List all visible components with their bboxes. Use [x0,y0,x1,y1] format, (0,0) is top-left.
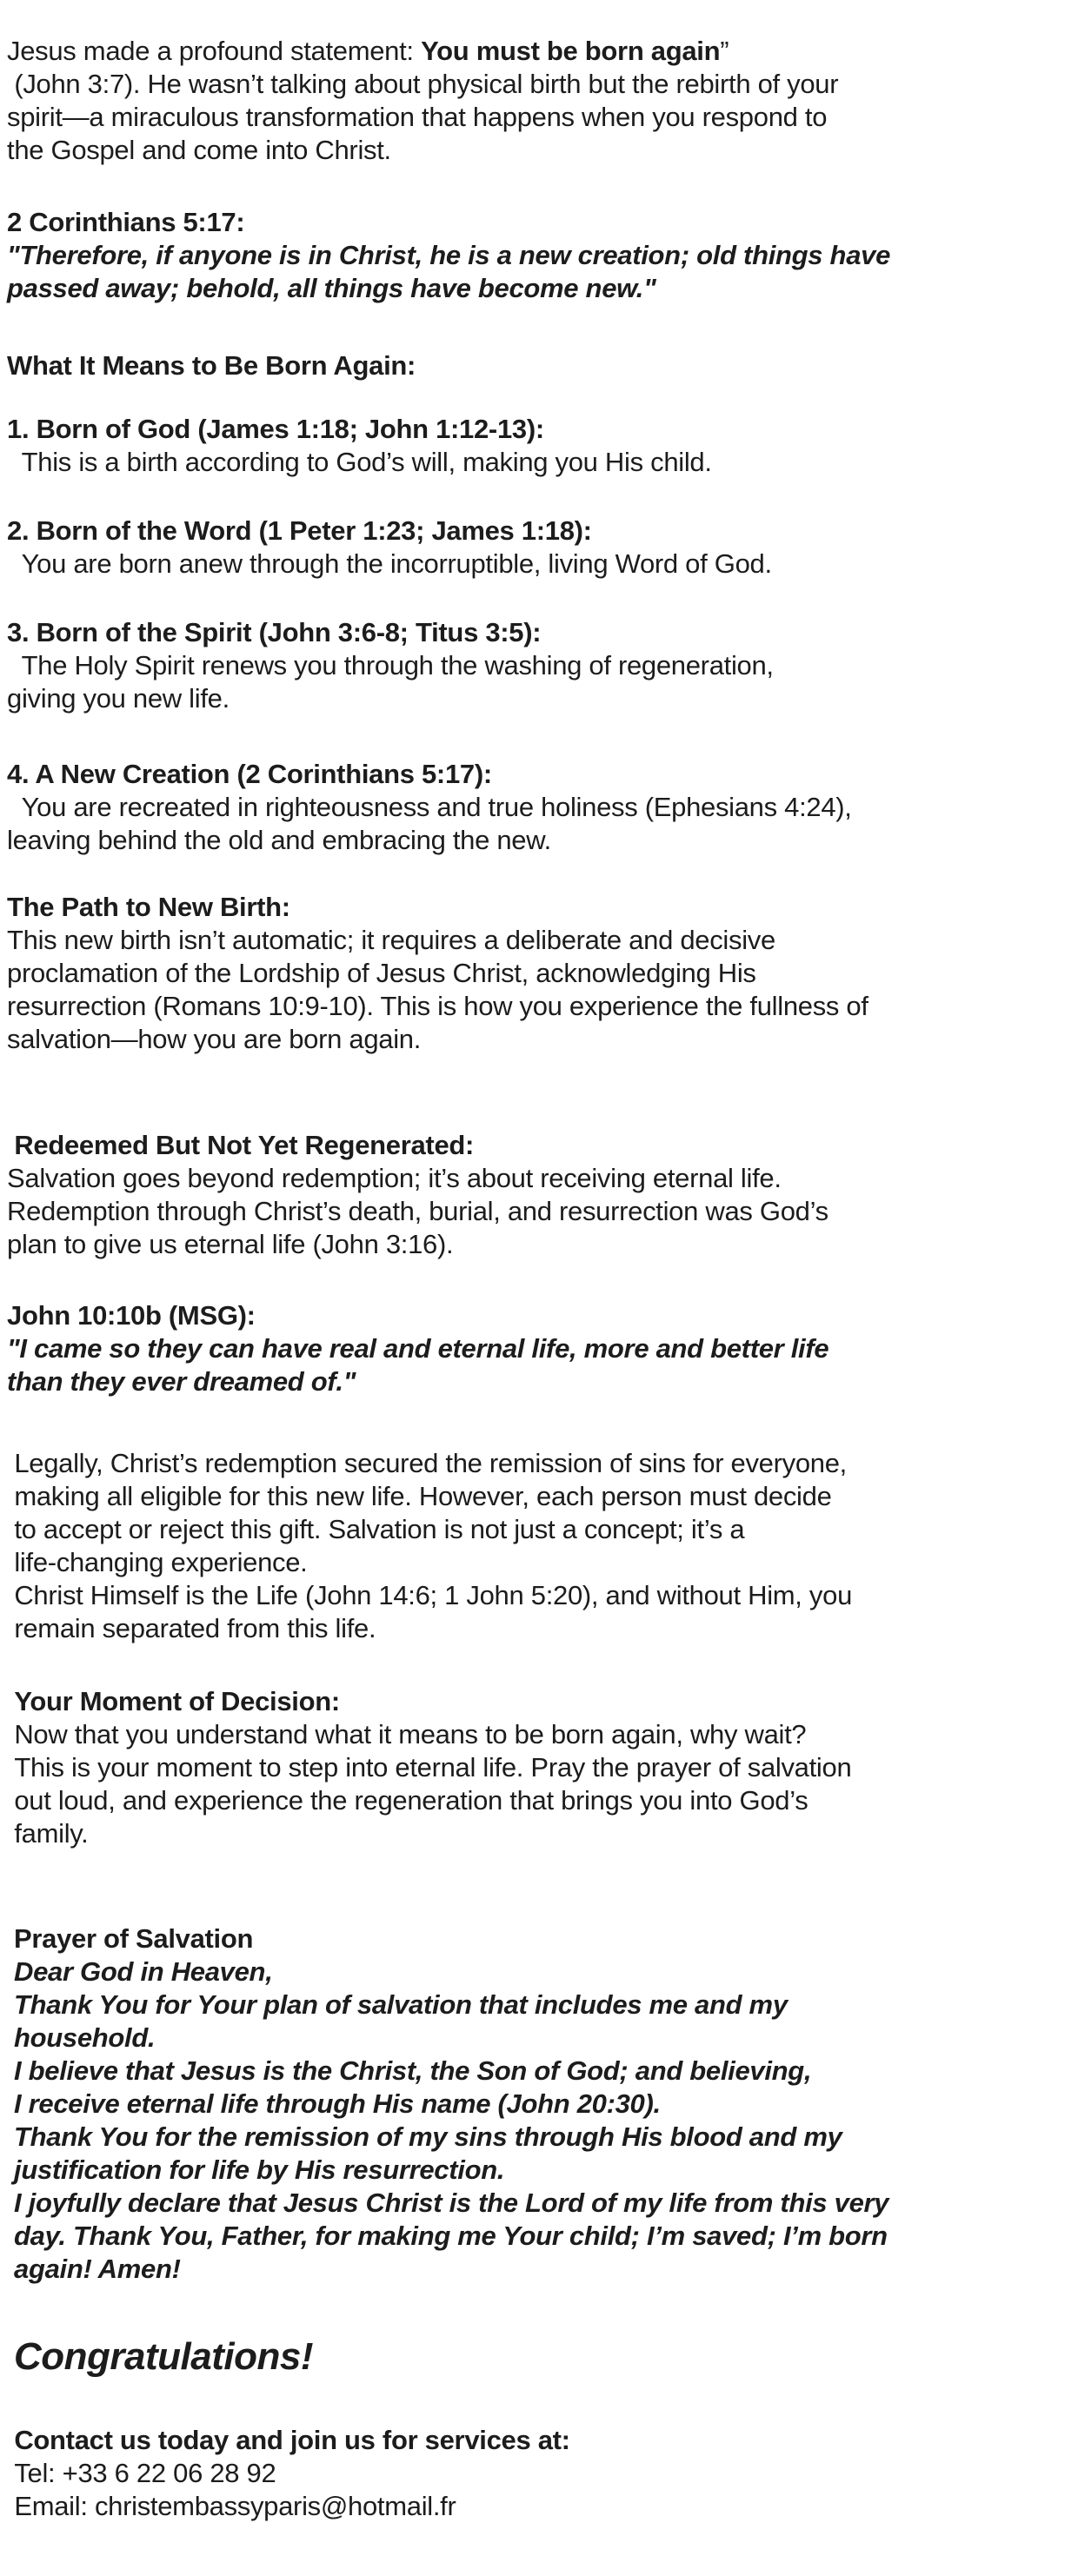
point-2-born-of-the-word [7,515,1071,581]
prayer-line-1: Dear God in Heaven, [14,1956,273,1987]
legally-line-1: Legally, Christ’s redemption secured the remission of sins for everyone, [7,1448,847,1478]
corinthians-heading: 2 Corinthians 5:17: [7,207,245,237]
john-quote-line-1: "I came so they can have real and eternal life, more and better life [7,1333,829,1364]
intro-line-1-bold-phrase: You must be born again [421,36,721,66]
document [7,35,1071,2523]
point-4-heading: 4. A New Creation (2 Corinthians 5:17): [7,759,492,789]
path-body-line-3: resurrection (Romans 10:9-10). This is how you experience the fullness of [7,991,868,1021]
contact-heading: Contact us today and join us for services at: [7,2425,570,2455]
path-heading: The Path to New Birth: [7,892,290,922]
legally-line-3: to accept or reject this gift. Salvation is not just a concept; it’s a [7,1514,745,1544]
intro-line-1 [7,35,1071,68]
point-1-born-of-god [7,413,1071,479]
intro-line-2: (John 3:7). He wasn’t talking about physical birth but the rebirth of your [7,69,839,99]
what-it-means-heading: What It Means to Be Born Again: [7,350,416,381]
legally-line-5: Christ Himself is the Life (John 14:6; 1 John 5:20), and without Him, you [7,1580,853,1610]
redeemed-heading: Redeemed But Not Yet Regenerated: [7,1130,475,1160]
point-3-body-line-2: giving you new life. [7,683,230,714]
redeemed-body-line-1: Salvation goes beyond redemption; it’s about receiving eternal life. [7,1163,782,1193]
prayer-line-5: I receive eternal life through His name (John 20:30). [14,2088,661,2119]
legally-line-6: remain separated from this life. [7,1613,376,1643]
redeemed-body-line-3: plan to give us eternal life (John 3:16). [7,1229,454,1259]
path-to-new-birth-section [7,891,1071,1056]
contact-tel: Tel: +33 6 22 06 28 92 [7,2458,276,2488]
point-4-body-line-1: You are recreated in righteousness and true holiness (Ephesians 4:24), [7,792,852,822]
legally-line-4: life-changing experience. [7,1547,308,1577]
prayer-line-8: I joyfully declare that Jesus Christ is the Lord of my life from this very [14,2188,889,2218]
corinthians-section [7,206,1071,305]
legally-line-2: making all eligible for this new life. However, each person must decide [7,1481,832,1511]
moment-of-decision-section [7,1685,1071,1850]
what-it-means-section [7,349,1071,382]
point-3-heading: 3. Born of the Spirit (John 3:6-8; Titus 3:5): [7,617,542,647]
prayer-line-4: I believe that Jesus is the Christ, the Son of God; and believing, [14,2055,812,2086]
path-body-line-2: proclamation of the Lordship of Jesus Christ, acknowledging His [7,958,756,988]
intro-line-1-close-quote: ” [720,36,729,66]
corinthians-quote-line-2: passed away; behold, all things have become new." [7,273,656,303]
contact-email: Email: christembassyparis@hotmail.fr [7,2491,456,2521]
path-body-line-1: This new birth isn’t automatic; it requires a deliberate and decisive [7,925,775,955]
congratulations-text: Congratulations! [14,2335,313,2378]
point-4-a-new-creation [7,758,1071,857]
point-1-body-line-1: This is a birth according to God’s will, making you His child. [7,447,712,477]
prayer-line-3: household. [14,2022,156,2053]
prayer-line-10: again! Amen! [14,2254,181,2284]
intro-line-4: the Gospel and come into Christ. [7,135,391,165]
prayer-heading: Prayer of Salvation [14,1923,254,1954]
john-heading: John 10:10b (MSG): [7,1300,256,1331]
decision-body-line-3: out loud, and experience the regeneration that brings you into God’s [7,1785,808,1816]
prayer-line-7: justification for life by His resurrection. [14,2154,505,2185]
point-4-body-line-2: leaving behind the old and embracing the new. [7,825,551,855]
decision-body-line-4: family. [7,1818,89,1849]
decision-body-line-2: This is your moment to step into eternal life. Pray the prayer of salvation [7,1752,852,1783]
redeemed-body-line-2: Redemption through Christ’s death, burial, and resurrection was God’s [7,1196,828,1226]
john-quote-line-2: than they ever dreamed of." [7,1366,356,1397]
intro-paragraph [7,35,1071,167]
point-1-heading: 1. Born of God (James 1:18; John 1:12-13): [7,414,544,444]
congratulations-section [7,2334,1071,2380]
intro-line-3: spirit—a miraculous transformation that happens when you respond to [7,102,828,132]
decision-heading: Your Moment of Decision: [7,1686,340,1716]
prayer-of-salvation-section [7,1922,1071,2286]
intro-line-1-normal: Jesus made a profound statement: [7,36,422,66]
decision-body-line-1: Now that you understand what it means to be born again, why wait? [7,1719,807,1749]
point-2-heading: 2. Born of the Word (1 Peter 1:23; James 1:18): [7,515,592,546]
point-3-born-of-the-spirit [7,616,1071,715]
prayer-line-9: day. Thank You, Father, for making me Your child; I’m saved; I’m born [14,2221,888,2251]
prayer-line-2: Thank You for Your plan of salvation that includes me and my [14,1989,788,2020]
john-10-10b-section [7,1299,1071,1398]
point-2-body-line-1: You are born anew through the incorruptible, living Word of God. [7,548,772,579]
redeemed-section [7,1129,1071,1261]
path-body-line-4: salvation—how you are born again. [7,1024,422,1054]
contact-section [7,2424,1071,2523]
legally-paragraph [7,1447,1071,1645]
point-3-body-line-1: The Holy Spirit renews you through the washing of regeneration, [7,650,774,681]
prayer-line-6: Thank You for the remission of my sins through His blood and my [14,2121,842,2152]
corinthians-quote-line-1: "Therefore, if anyone is in Christ, he is a new creation; old things have [7,240,891,270]
